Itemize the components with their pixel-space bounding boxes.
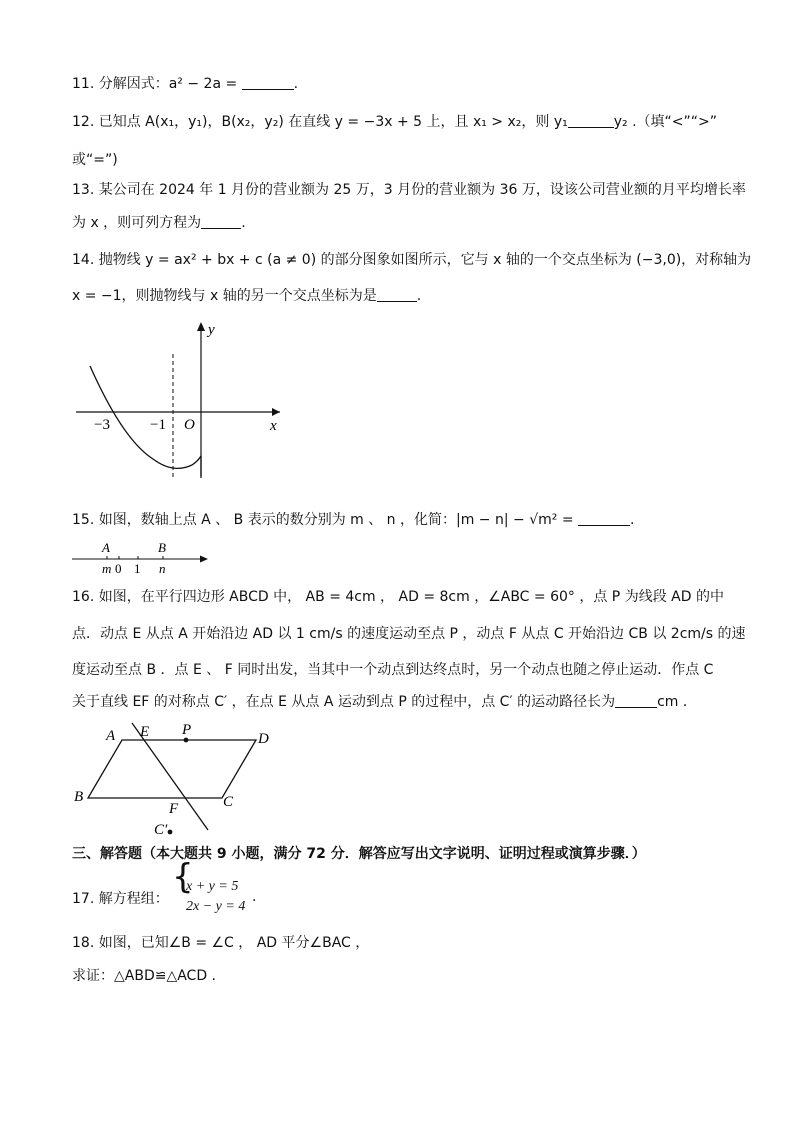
q11-text: 11. 分解因式：a² − 2a = xyxy=(72,76,242,92)
point-B-label: B xyxy=(158,540,166,555)
point-P xyxy=(184,738,189,743)
q14-end: . xyxy=(416,288,422,304)
question-18-line1: 18. 如图，已知∠B = ∠C ， AD 平分∠BAC ， xyxy=(72,935,370,951)
question-12-line1 xyxy=(72,112,717,132)
question-16-line4 xyxy=(72,692,697,712)
label-D: D xyxy=(258,731,269,747)
label-A: A xyxy=(106,728,116,744)
q13-text: 为 x ，则可列方程为 xyxy=(72,215,202,231)
question-13-line2 xyxy=(72,213,246,233)
q11-end: . xyxy=(293,76,299,92)
q16-unit: cm ． xyxy=(657,694,697,710)
zero-label: 0 xyxy=(115,561,122,576)
y-label: y xyxy=(208,322,215,338)
q16-text: 关于直线 EF 的对称点 C′ ，在点 E 从点 A 运动到点 P 的过程中，点 C′ 的运动路径长为 xyxy=(72,694,616,710)
q12-mid: y₂ .（填“<”“>” xyxy=(613,114,718,130)
left-brace: { xyxy=(172,857,194,897)
x-label: x xyxy=(270,418,277,434)
q12-answer-blank[interactable] xyxy=(568,113,614,128)
q14-text: x = −1，则抛物线与 x 轴的另一个交点坐标为是 xyxy=(72,288,377,304)
question-13-line1: 13. 某公司在 2024 年 1 月份的营业额为 25 万，3 月份的营业额为 36 万，设该公司营业额的月平均增长率 xyxy=(72,182,746,198)
equation-1: x + y = 5 xyxy=(186,879,239,894)
point-A-label: A xyxy=(102,540,110,555)
q16-parallelogram-figure xyxy=(70,718,290,842)
q15-end: . xyxy=(630,512,635,528)
label-E: E xyxy=(140,724,150,740)
q16-answer-blank[interactable] xyxy=(615,693,657,708)
question-16-line3: 度运动至点 B ．点 E 、 F 同时出发，当其中一个动点到达终点时，另一个动点也随之停止运动．作点 C xyxy=(72,662,714,678)
question-18-line2: 求证：△ABD≌△ACD . xyxy=(72,968,217,984)
q14-parabola-graph xyxy=(70,318,290,478)
number-line-arrow xyxy=(200,556,208,563)
label-C-prime: C′ xyxy=(154,822,168,838)
y-axis-arrow xyxy=(197,322,205,331)
q15-number-line xyxy=(70,538,215,578)
section-3-heading: 三、解答题（本大题共 9 小题，满分 72 分．解答应写出文字说明、证明过程或演算步骤．） xyxy=(72,846,646,862)
one-label: 1 xyxy=(134,561,141,576)
m-label: m xyxy=(102,561,112,576)
question-17 xyxy=(72,857,257,925)
question-16-line2: 点．动点 E 从点 A 开始沿边 AD 以 1 cm/s 的速度运动至点 P ，动点 F 从点 C 开始沿边 CB 以 2cm/s 的速 xyxy=(72,626,746,642)
origin-label: O xyxy=(184,417,195,433)
equation-system xyxy=(172,857,262,921)
q15-text: 15. 如图，数轴上点 A 、 B 表示的数分别为 m 、 n ，化简：|m − n| − √m² = xyxy=(72,512,579,528)
label-B: B xyxy=(74,789,84,805)
label-F: F xyxy=(169,801,179,817)
q12-text: 12. 已知点 A(x₁，y₁)，B(x₂，y₂) 在直线 y = −3x + 5 上，且 x₁ > x₂，则 y₁ xyxy=(72,114,568,130)
parallelogram-ABCD xyxy=(88,740,256,798)
label-C: C xyxy=(223,794,234,810)
q11-answer-blank[interactable] xyxy=(242,75,294,90)
q15-answer-blank[interactable] xyxy=(578,511,630,526)
label-P: P xyxy=(182,722,192,738)
question-11 xyxy=(72,74,298,94)
tick-neg3-label: −3 xyxy=(94,417,110,433)
x-axis-arrow xyxy=(272,408,280,416)
n-label: n xyxy=(159,561,166,576)
point-C-prime xyxy=(168,830,173,835)
q17-prefix: 17. 解方程组： xyxy=(72,891,169,907)
equation-2: 2x − y = 4 xyxy=(186,899,246,914)
question-14-line1: 14. 抛物线 y = ax² + bx + c (a ≠ 0) 的部分图象如图所示，它与 x 轴的一个交点坐标为 (−3,0)，对称轴为 xyxy=(72,252,752,268)
question-15 xyxy=(72,510,634,530)
q13-end: . xyxy=(241,215,246,231)
tick-neg1-label: −1 xyxy=(150,417,166,433)
question-16-line1: 16. 如图，在平行四边形 ABCD 中， AB = 4cm ， AD = 8cm ，∠ABC = 60° ，点 P 为线段 AD 的中 xyxy=(72,589,724,605)
q17-end: . xyxy=(252,889,257,905)
question-14-line2 xyxy=(72,286,421,306)
q13-answer-blank[interactable] xyxy=(201,214,241,229)
question-12-line2: 或“=”) xyxy=(72,152,118,168)
q14-answer-blank[interactable] xyxy=(377,287,417,302)
